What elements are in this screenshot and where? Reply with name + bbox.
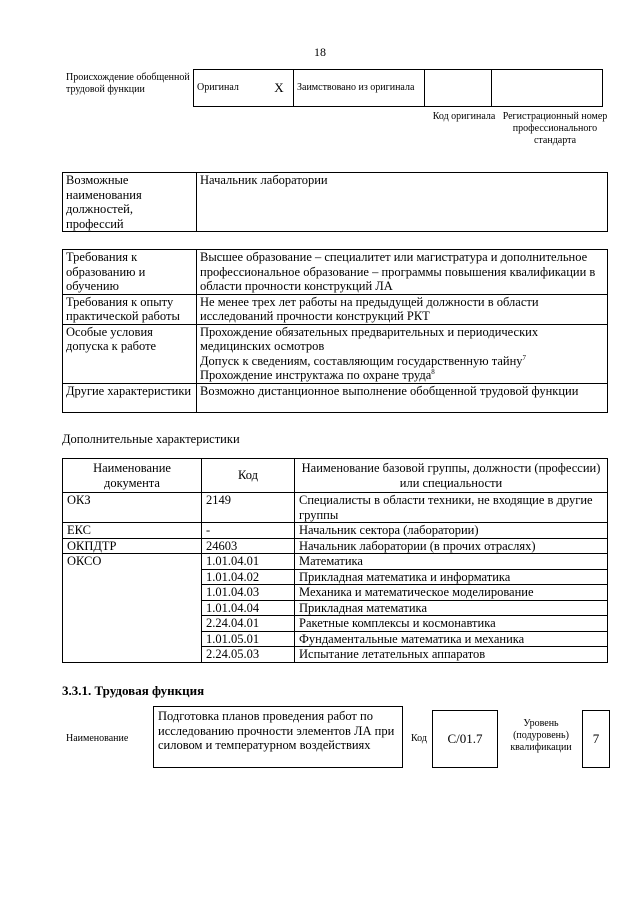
doc-cell: ОКЗ (63, 493, 202, 523)
level-value: 7 (582, 710, 610, 768)
doc-cell: ЕКС (63, 523, 202, 539)
original-mark: X (265, 70, 294, 107)
code-cell: 24603 (202, 538, 295, 554)
doc-cell: ОКПДТР (63, 538, 202, 554)
name-cell: Фундаментальные математика и механика (295, 631, 608, 647)
header-code: Код (202, 459, 295, 493)
req-label: Другие характеристики (63, 383, 197, 412)
req-value: Не менее трех лет работы на предыдущей должности в области исследований прочности конструкций РКТ (197, 294, 608, 324)
code-cell: 2.24.05.03 (202, 647, 295, 663)
additional-body (63, 493, 608, 663)
req-value: Возможно дистанционное выполнение обобщенной трудовой функции (197, 383, 608, 412)
code-cell: 2149 (202, 493, 295, 523)
name-cell: Начальник сектора (лаборатории) (295, 523, 608, 539)
additional-table (62, 458, 608, 663)
section-title: 3.3.1. Трудовая функция (62, 683, 205, 698)
code-cell: 1.01.04.03 (202, 585, 295, 601)
code-original-cell (425, 70, 492, 107)
header-doc: Наименование документа (63, 459, 202, 493)
req-label: Требования к опыту практической работы (63, 294, 197, 324)
table-row (63, 493, 608, 523)
positions-value: Начальник лаборатории (197, 173, 608, 232)
header-name: Наименование базовой группы, должности (профессии) или специальности (295, 459, 608, 493)
req-line: Прохождение обязательных предварительных и периодических медицинских осмотров (200, 324, 539, 353)
req-label: Особые условия допуска к работе (63, 324, 197, 383)
reg-number-caption: Регистрационный номер профессионального стандарта (502, 111, 608, 146)
req-line: Допуск к сведениям, составляющим государственную тайну$^7$ (200, 353, 527, 368)
reg-number-cell (492, 70, 603, 107)
table-row (63, 538, 608, 554)
table-row (63, 523, 608, 539)
table-row (63, 554, 608, 570)
level-label: Уровень (подуровень) квалификации (510, 718, 572, 753)
req-label: Требования к образованию и обучению (63, 250, 197, 295)
name-value: Подготовка планов проведения работ по исследованию прочности элементов ЛА при силовом и температурном воздействиях (153, 706, 403, 768)
code-label: Код (411, 733, 427, 744)
positions-label: Возможные наименования должностей, профессий (63, 173, 197, 232)
req-row (63, 294, 608, 324)
name-cell: Математика (295, 554, 608, 570)
req-row (63, 383, 608, 412)
req-value: Высшее образование – специалитет или магистратура и дополнительное профессиональное образование – программы повышения квалификации в области прочности конструкций ЛА (197, 250, 608, 295)
borrowed-label: Заимствовано из оригинала (294, 70, 425, 107)
code-value: C/01.7 (432, 710, 498, 768)
origin-table (193, 69, 603, 107)
req-value (197, 324, 608, 383)
code-cell: 1.01.04.04 (202, 600, 295, 616)
origin-label: Происхождение обобщенной трудовой функции (66, 72, 190, 95)
doc-cell: ОКСО (63, 554, 202, 663)
name-cell: Специалисты в области техники, не входящие в другие группы (295, 493, 608, 523)
positions-table (62, 172, 608, 232)
name-cell: Ракетные комплексы и космонавтика (295, 616, 608, 632)
name-cell: Механика и математическое моделирование (295, 585, 608, 601)
name-cell: Начальник лаборатории (в прочих отраслях) (295, 538, 608, 554)
page-number: 18 (314, 45, 326, 59)
req-line: Прохождение инструктажа по охране труда$^8$ (200, 367, 435, 382)
code-cell: 1.01.05.01 (202, 631, 295, 647)
footnote-ref: 7 (522, 353, 527, 362)
additional-title: Дополнительные характеристики (62, 432, 240, 446)
code-original-caption: Код оригинала (432, 111, 496, 122)
code-cell: - (202, 523, 295, 539)
code-cell: 1.01.04.01 (202, 554, 295, 570)
req-row (63, 324, 608, 383)
name-label: Наименование (66, 733, 129, 744)
name-cell: Прикладная математика и информатика (295, 569, 608, 585)
name-cell: Испытание летательных аппаратов (295, 647, 608, 663)
original-label: Оригинал (194, 70, 266, 107)
code-cell: 1.01.04.02 (202, 569, 295, 585)
requirements-table (62, 249, 608, 413)
footnote-ref: 8 (431, 367, 435, 376)
name-cell: Прикладная математика (295, 600, 608, 616)
code-cell: 2.24.04.01 (202, 616, 295, 632)
req-row (63, 250, 608, 295)
